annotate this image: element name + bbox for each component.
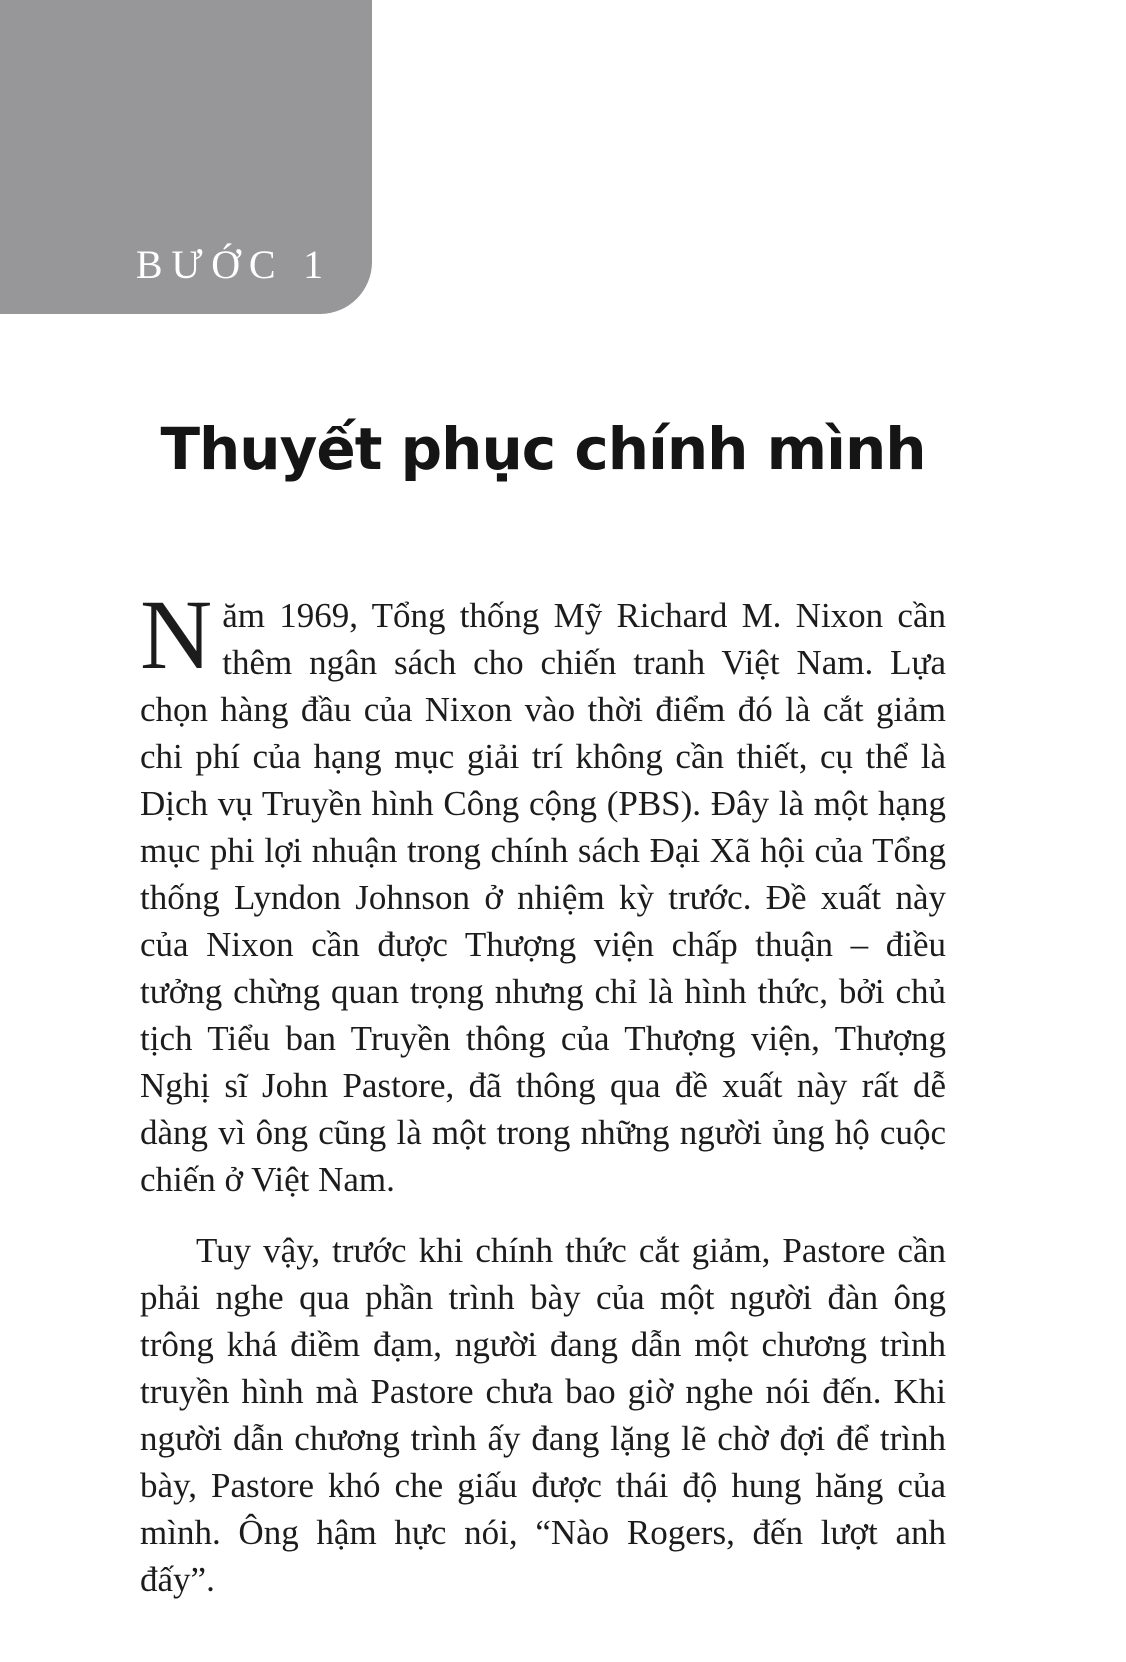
paragraph: [140, 1227, 946, 1603]
drop-cap: N: [140, 579, 213, 690]
paragraph-text: ăm 1969, Tổng thống Mỹ Richard M. Nixon cần thêm ngân sách cho chiến tranh Việt Nam. Lựa chọn hàng đầu của Nixon vào thời điểm đó là cắt giảm chi phí của hạng mục giải trí không cần thiết, cụ thể là Dịch vụ Truyền hình Công cộng (PBS). Đây là một hạng mục phi lợi nhuận trong chính sách Đại Xã hội của Tổng thống Lyndon Johnson ở nhiệm kỳ trước. Đề xuất này của Nixon cần được Thượng viện chấp thuận – điều tưởng chừng quan trọng nhưng chỉ là hình thức, bởi chủ tịch Tiểu ban Truyền thông của Thượng viện, Thượng Nghị sĩ John Pastore, đã thông qua đề xuất này rất dễ dàng vì ông cũng là một trong những người ủng hộ cuộc chiến ở Việt Nam.: [140, 596, 946, 1199]
paragraph: [140, 579, 946, 1203]
step-banner: [0, 0, 372, 314]
paragraph-text: Tuy vậy, trước khi chính thức cắt giảm, Pastore cần phải nghe qua phần trình bày của một người đàn ông trông khá điềm đạm, người đang dẫn một chương trình truyền hình mà Pastore chưa bao giờ nghe nói đến. Khi người dẫn chương trình ấy đang lặng lẽ chờ đợi để trình bày, Pastore khó che giấu được thái độ hung hăng của mình. Ông hậm hực nói, “Nào Rogers, đến lượt anh đấy”.: [140, 1231, 946, 1599]
chapter-title: Thuyết phục chính mình: [160, 414, 926, 483]
step-label: BƯỚC 1: [135, 242, 332, 287]
body-text: [140, 579, 946, 1603]
